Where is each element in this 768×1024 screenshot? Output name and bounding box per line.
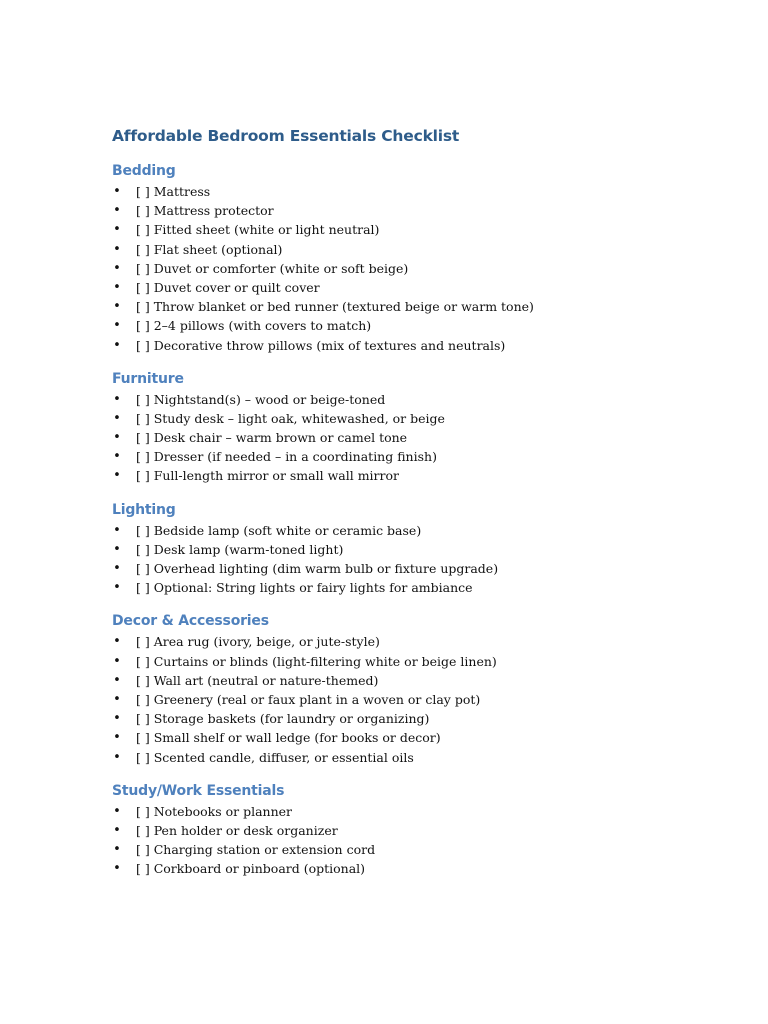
checklist-item-text: [ ] Study desk – light oak, whitewashed, or beige: [136, 410, 445, 426]
bullet-icon: •: [113, 691, 121, 707]
checklist-item: [112, 428, 712, 447]
bullet-icon: •: [113, 822, 121, 838]
bullet-icon: •: [113, 299, 121, 315]
checklist-item-text: [ ] Mattress protector: [136, 203, 274, 219]
checklist-item: [112, 802, 712, 821]
section-heading-bedding: Bedding: [112, 163, 176, 179]
checklist-item: [112, 652, 712, 671]
checklist-item: [112, 671, 712, 690]
section-lighting: [112, 499, 712, 598]
checklist-item-text: [ ] Mattress: [136, 184, 211, 199]
section-furniture: [112, 368, 712, 486]
checklist-item: [112, 578, 712, 597]
bullet-icon: •: [113, 318, 121, 334]
checklist-item-text: [ ] Pen holder or desk organizer: [136, 822, 338, 838]
bullet-icon: •: [113, 430, 121, 446]
checklist-item-text: [ ] Optional: String lights or fairy lights for ambiance: [136, 580, 473, 596]
checklist-item-text: [ ] Decorative throw pillows (mix of textures and neutrals): [136, 337, 506, 353]
checklist-item: [112, 559, 712, 578]
bullet-icon: •: [113, 410, 121, 426]
checklist-item: [112, 728, 712, 747]
checklist-item: [112, 447, 712, 466]
checklist-item-text: [ ] Duvet or comforter (white or soft beige): [136, 260, 409, 276]
checklist-decor-accessories: [112, 632, 712, 766]
bullet-icon: •: [113, 653, 121, 669]
checklist-item-text: [ ] Full-length mirror or small wall mirror: [136, 468, 400, 484]
checklist-item: [112, 748, 712, 767]
checklist-item: [112, 840, 712, 859]
checklist-item-text: [ ] Curtains or blinds (light-filtering white or beige linen): [136, 653, 497, 669]
checklist-item-text: [ ] Overhead lighting (dim warm bulb or fixture upgrade): [136, 561, 499, 576]
checklist-item: [112, 201, 712, 220]
checklist-item-text: [ ] Wall art (neutral or nature-themed): [136, 672, 379, 688]
bullet-icon: •: [113, 279, 121, 295]
checklist-item: [112, 709, 712, 728]
checklist-item: [112, 821, 712, 840]
checklist-item-text: [ ] 2–4 pillows (with covers to match): [136, 318, 372, 334]
checklist-furniture: [112, 390, 712, 486]
checklist-item: [112, 259, 712, 278]
checklist-item-text: [ ] Charging station or extension cord: [136, 842, 376, 858]
checklist-item-text: [ ] Area rug (ivory, beige, or jute-style): [136, 634, 380, 650]
checklist-item: [112, 297, 712, 316]
bullet-icon: •: [113, 391, 121, 407]
bullet-icon: •: [113, 711, 121, 727]
section-heading-furniture: Furniture: [112, 370, 184, 387]
checklist-item: [112, 182, 712, 201]
checklist-item-text: [ ] Notebooks or planner: [136, 803, 292, 819]
bullet-icon: •: [113, 184, 121, 199]
checklist-item: [112, 240, 712, 259]
section-bedding: [112, 160, 712, 355]
bullet-icon: •: [113, 541, 121, 557]
checklist-item: [112, 336, 712, 355]
bullet-icon: •: [113, 803, 121, 819]
checklist-item-text: [ ] Dresser (if needed – in a coordinating finish): [136, 449, 437, 465]
bullet-icon: •: [113, 222, 121, 238]
checklist-item-text: [ ] Throw blanket or bed runner (textured beige or warm tone): [136, 299, 534, 315]
bullet-icon: •: [113, 468, 121, 484]
bullet-icon: •: [113, 337, 121, 353]
section-study-work-essentials: [112, 780, 712, 879]
checklist-item-text: [ ] Small shelf or wall ledge (for books or decor): [136, 730, 441, 746]
checklist-bedding: [112, 182, 712, 355]
checklist-item: [112, 540, 712, 559]
bullet-icon: •: [113, 203, 121, 219]
checklist-item-text: [ ] Nightstand(s) – wood or beige-toned: [136, 391, 386, 407]
checklist-item: [112, 632, 712, 651]
checklist-item-text: [ ] Greenery (real or faux plant in a woven or clay pot): [136, 691, 481, 707]
checklist-item: [112, 466, 712, 485]
checklist-item-text: [ ] Fitted sheet (white or light neutral): [136, 222, 380, 238]
bullet-icon: •: [113, 561, 121, 576]
checklist-item-text: [ ] Desk lamp (warm-toned light): [136, 541, 344, 557]
checklist-item-text: [ ] Storage baskets (for laundry or organizing): [136, 711, 430, 727]
document-body: [112, 124, 712, 878]
checklist-lighting: [112, 521, 712, 598]
section-heading-decor-accessories: Decor & Accessories: [112, 613, 269, 630]
section-heading-lighting: Lighting: [112, 501, 176, 518]
section-heading-study-work-essentials: Study/Work Essentials: [112, 782, 285, 799]
checklist-item: [112, 409, 712, 428]
bullet-icon: •: [113, 241, 121, 257]
checklist-item: [112, 316, 712, 335]
checklist-item: [112, 220, 712, 239]
bullet-icon: •: [113, 842, 121, 858]
checklist-item: [112, 690, 712, 709]
checklist-item-text: [ ] Corkboard or pinboard (optional): [136, 861, 366, 877]
bullet-icon: •: [113, 749, 121, 765]
checklist-item: [112, 859, 712, 878]
bullet-icon: •: [113, 634, 121, 650]
bullet-icon: •: [113, 522, 121, 538]
bullet-icon: •: [113, 449, 121, 465]
bullet-icon: •: [113, 730, 121, 746]
bullet-icon: •: [113, 580, 121, 596]
checklist-item-text: [ ] Bedside lamp (soft white or ceramic base): [136, 522, 422, 538]
checklist-item-text: [ ] Flat sheet (optional): [136, 241, 283, 257]
bullet-icon: •: [113, 260, 121, 276]
checklist-item-text: [ ] Desk chair – warm brown or camel tone: [136, 430, 408, 446]
bullet-icon: •: [113, 672, 121, 688]
checklist-item: [112, 390, 712, 409]
page-title: Affordable Bedroom Essentials Checklist: [112, 127, 460, 145]
checklist-item-text: [ ] Duvet cover or quilt cover: [136, 279, 320, 295]
checklist-item: [112, 521, 712, 540]
checklist-study-work-essentials: [112, 802, 712, 879]
checklist-item: [112, 278, 712, 297]
checklist-item-text: [ ] Scented candle, diffuser, or essential oils: [136, 749, 414, 765]
section-decor-accessories: [112, 610, 712, 766]
bullet-icon: •: [113, 861, 121, 877]
